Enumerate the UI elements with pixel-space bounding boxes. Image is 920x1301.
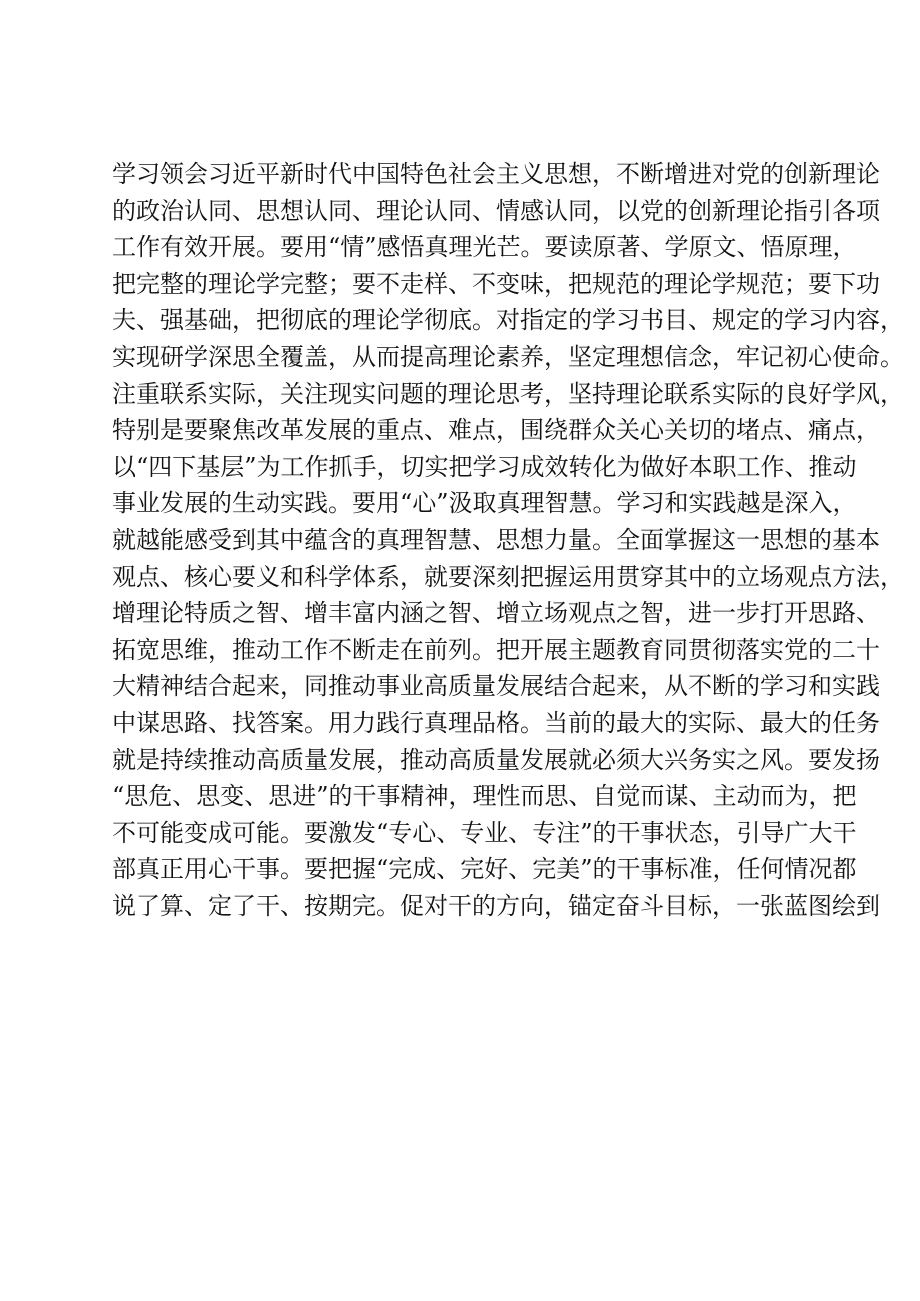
text-line: 拓宽思维，推动工作不断走在前列。把开展主题教育同贯彻落实党的二十 — [112, 635, 880, 664]
text-line: 实现研学深思全覆盖，从而提高理论素养，坚定理想信念，牢记初心使命。 — [112, 342, 904, 371]
text-line: 中谋思路、找答案。用力践行真理品格。当前的最大的实际、最大的任务 — [112, 708, 880, 737]
text-line: 学习领会习近平新时代中国特色社会主义思想，不断增进对党的创新理论 — [112, 160, 880, 188]
text-line: 夫、强基础，把彻底的理论学彻底。对指定的学习书目、规定的学习内容， — [112, 306, 904, 335]
text-line: 的政治认同、思想认同、理论认同、情感认同，以党的创新理论指引各项 — [112, 196, 880, 225]
text-line: 大精神结合起来，同推动事业高质量发展结合起来，从不断的学习和实践 — [112, 672, 880, 701]
text-line: 说了算、定了干、按期完。促对干的方向，锚定奋斗目标，一张蓝图绘到 — [112, 891, 880, 920]
text-line: 特别是要聚焦改革发展的重点、难点，围绕群众关心关切的堵点、痛点， — [112, 416, 880, 445]
text-line: 以“四下基层”为工作抓手，切实把学习成效转化为做好本职工作、推动 — [112, 452, 857, 481]
text-line: 不可能变成可能。要激发“专心、专业、专注”的干事状态，引导广大干 — [112, 818, 857, 847]
body-paragraph — [112, 156, 904, 924]
text-line: 观点、核心要义和科学体系，就要深刻把握运用贯穿其中的立场观点方法， — [112, 562, 904, 591]
text-line: 就越能感受到其中蕴含的真理智慧、思想力量。全面掌握这一思想的基本 — [112, 525, 880, 554]
text-line: 把完整的理论学完整；要不走样、不变味，把规范的理论学规范；要下功 — [112, 269, 880, 298]
text-line: 增理论特质之智、增丰富内涵之智、增立场观点之智，进一步打开思路、 — [112, 599, 880, 628]
text-line: 部真正用心干事。要把握“完成、完好、完美”的干事标准，任何情况都 — [112, 855, 857, 884]
text-line: 注重联系实际，关注现实问题的理论思考，坚持理论联系实际的良好学风， — [112, 379, 904, 408]
text-line: 事业发展的生动实践。要用“心”汲取真理智慧。学习和实践越是深入， — [112, 489, 857, 518]
text-line: 工作有效开展。要用“情”感悟真理光芒。要读原著、学原文、悟原理， — [112, 233, 857, 262]
text-line: 就是持续推动高质量发展，推动高质量发展就必须大兴务实之风。要发扬 — [112, 745, 880, 774]
text-line: “思危、思变、思进”的干事精神，理性而思、自觉而谋、主动而为，把 — [112, 782, 857, 811]
